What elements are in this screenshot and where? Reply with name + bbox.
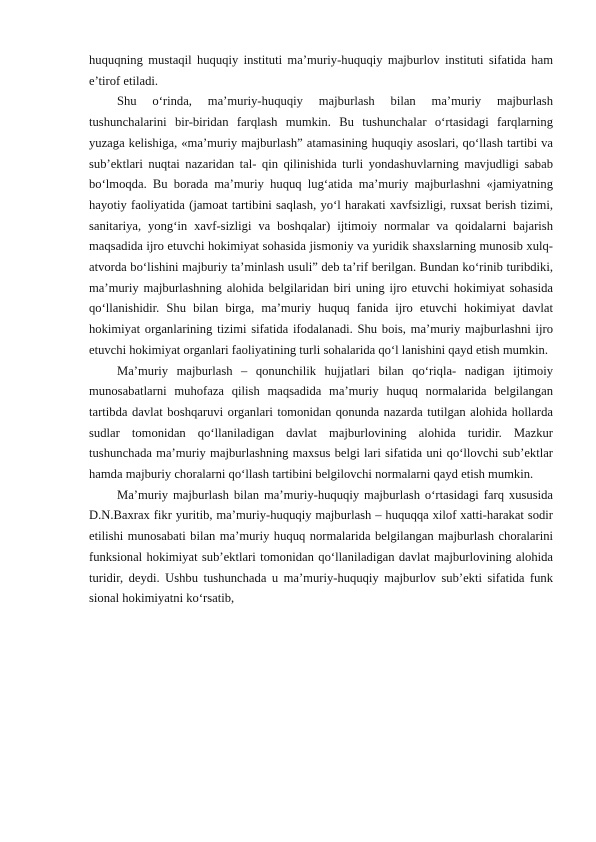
paragraph-administrative-coercion: Ma’muriy majburlash – qonunchilik hujjatlari bilan qo‘riqla- nadigan ijtimoiy munosabatlarni muhofaza qilish maqsadida ma’muriy huquq normalarida belgilangan tartibda davlat boshqaruvi organlari tomonidan qonunda nazarda tutilgan alohida hollarda sudlar tomonidan qo‘llaniladigan davlat majburlovining alohida turidir. Mazkur tushunchada ma’muriy majburlashning maxsus belgi lari sifatida uni qo‘llovchi sub’ektlar hamda majburiy choralarni qo‘llash tartibini belgilovchi normalarni qayd etish mumkin. [89,363,553,482]
paragraph-baxrax-view: Ma’muriy majburlash bilan ma’muriy-huquqiy majburlash o‘rtasidagi farq xususida D.N.Baxrax fikr yuritib, ma’muriy-huquqiy majburlash – huquqqa xilof xatti-harakat sodir etilishi munosabati bilan ma’muriy huquq normalarida belgilangan majburlash choralarini funksional hokimiyat sub’ektlari tomonidan qo‘llaniladigan davlat majburlovining alohida turidir, deydi. Ushbu tushunchada u ma’muriy-huquqiy majburlov sub’ekti sifatida funk sional hokimiyatni ko‘rsatib, [89,487,553,606]
paragraph-definition-difference: Shu o‘rinda, ma’muriy-huquqiy majburlash bilan ma’muriy majburlash tushunchalarini bir-biridan farqlash mumkin. Bu tushunchalar o‘rtasidagi farqlarning yuzaga kelishiga, «ma’muriy majburlash” atamasining huquqiy asoslari, qo‘llash tartibi va sub’ektlari nuqtai nazaridan tal- qin qilinishida turli yondashuvlarning mavjudligi sabab bo‘lmoqda. Bu borada ma’muriy huquq lug‘atida ma’muriy majburlashni «jamiyatning hayotiy faoliyatida (jamoat tartibini saqlash, yo‘l harakati xavfsizligi, ruxsat berish tizimi, sanitariya, yong‘in xavf-sizligi va boshqalar) ijtimoiy normalar va qoidalarni bajarish maqsadida ijro etuvchi hokimiyat sohasida jismoniy va yuridik shaxslarning munosib xulq-atvorda bo‘lishini majburiy ta’minlash usuli” deb ta’rif berilgan. Bundan ko‘rinib turibdiki, ma’muriy majburlashning alohida belgilaridan biri uning ijro etuvchi hokimiyat sohasida qo‘llanishidir. Shu bilan birga, ma’muriy huquq fanida ijro etuvchi hokimiyat davlat hokimiyat organlarining tizimi sifatida ifodalanadi. Shu bois, ma’muriy majburlashni ijro etuvchi hokimiyat organlari faoliyatining turli sohalarida qo‘l lanishini qayd etish mumkin. [89,94,553,357]
paragraph-continuation: huquqning mustaqil huquqiy instituti ma’muriy-huquqiy majburlov instituti sifatida ham e’tirof etiladi. [89,53,553,88]
document-page [89,50,553,609]
